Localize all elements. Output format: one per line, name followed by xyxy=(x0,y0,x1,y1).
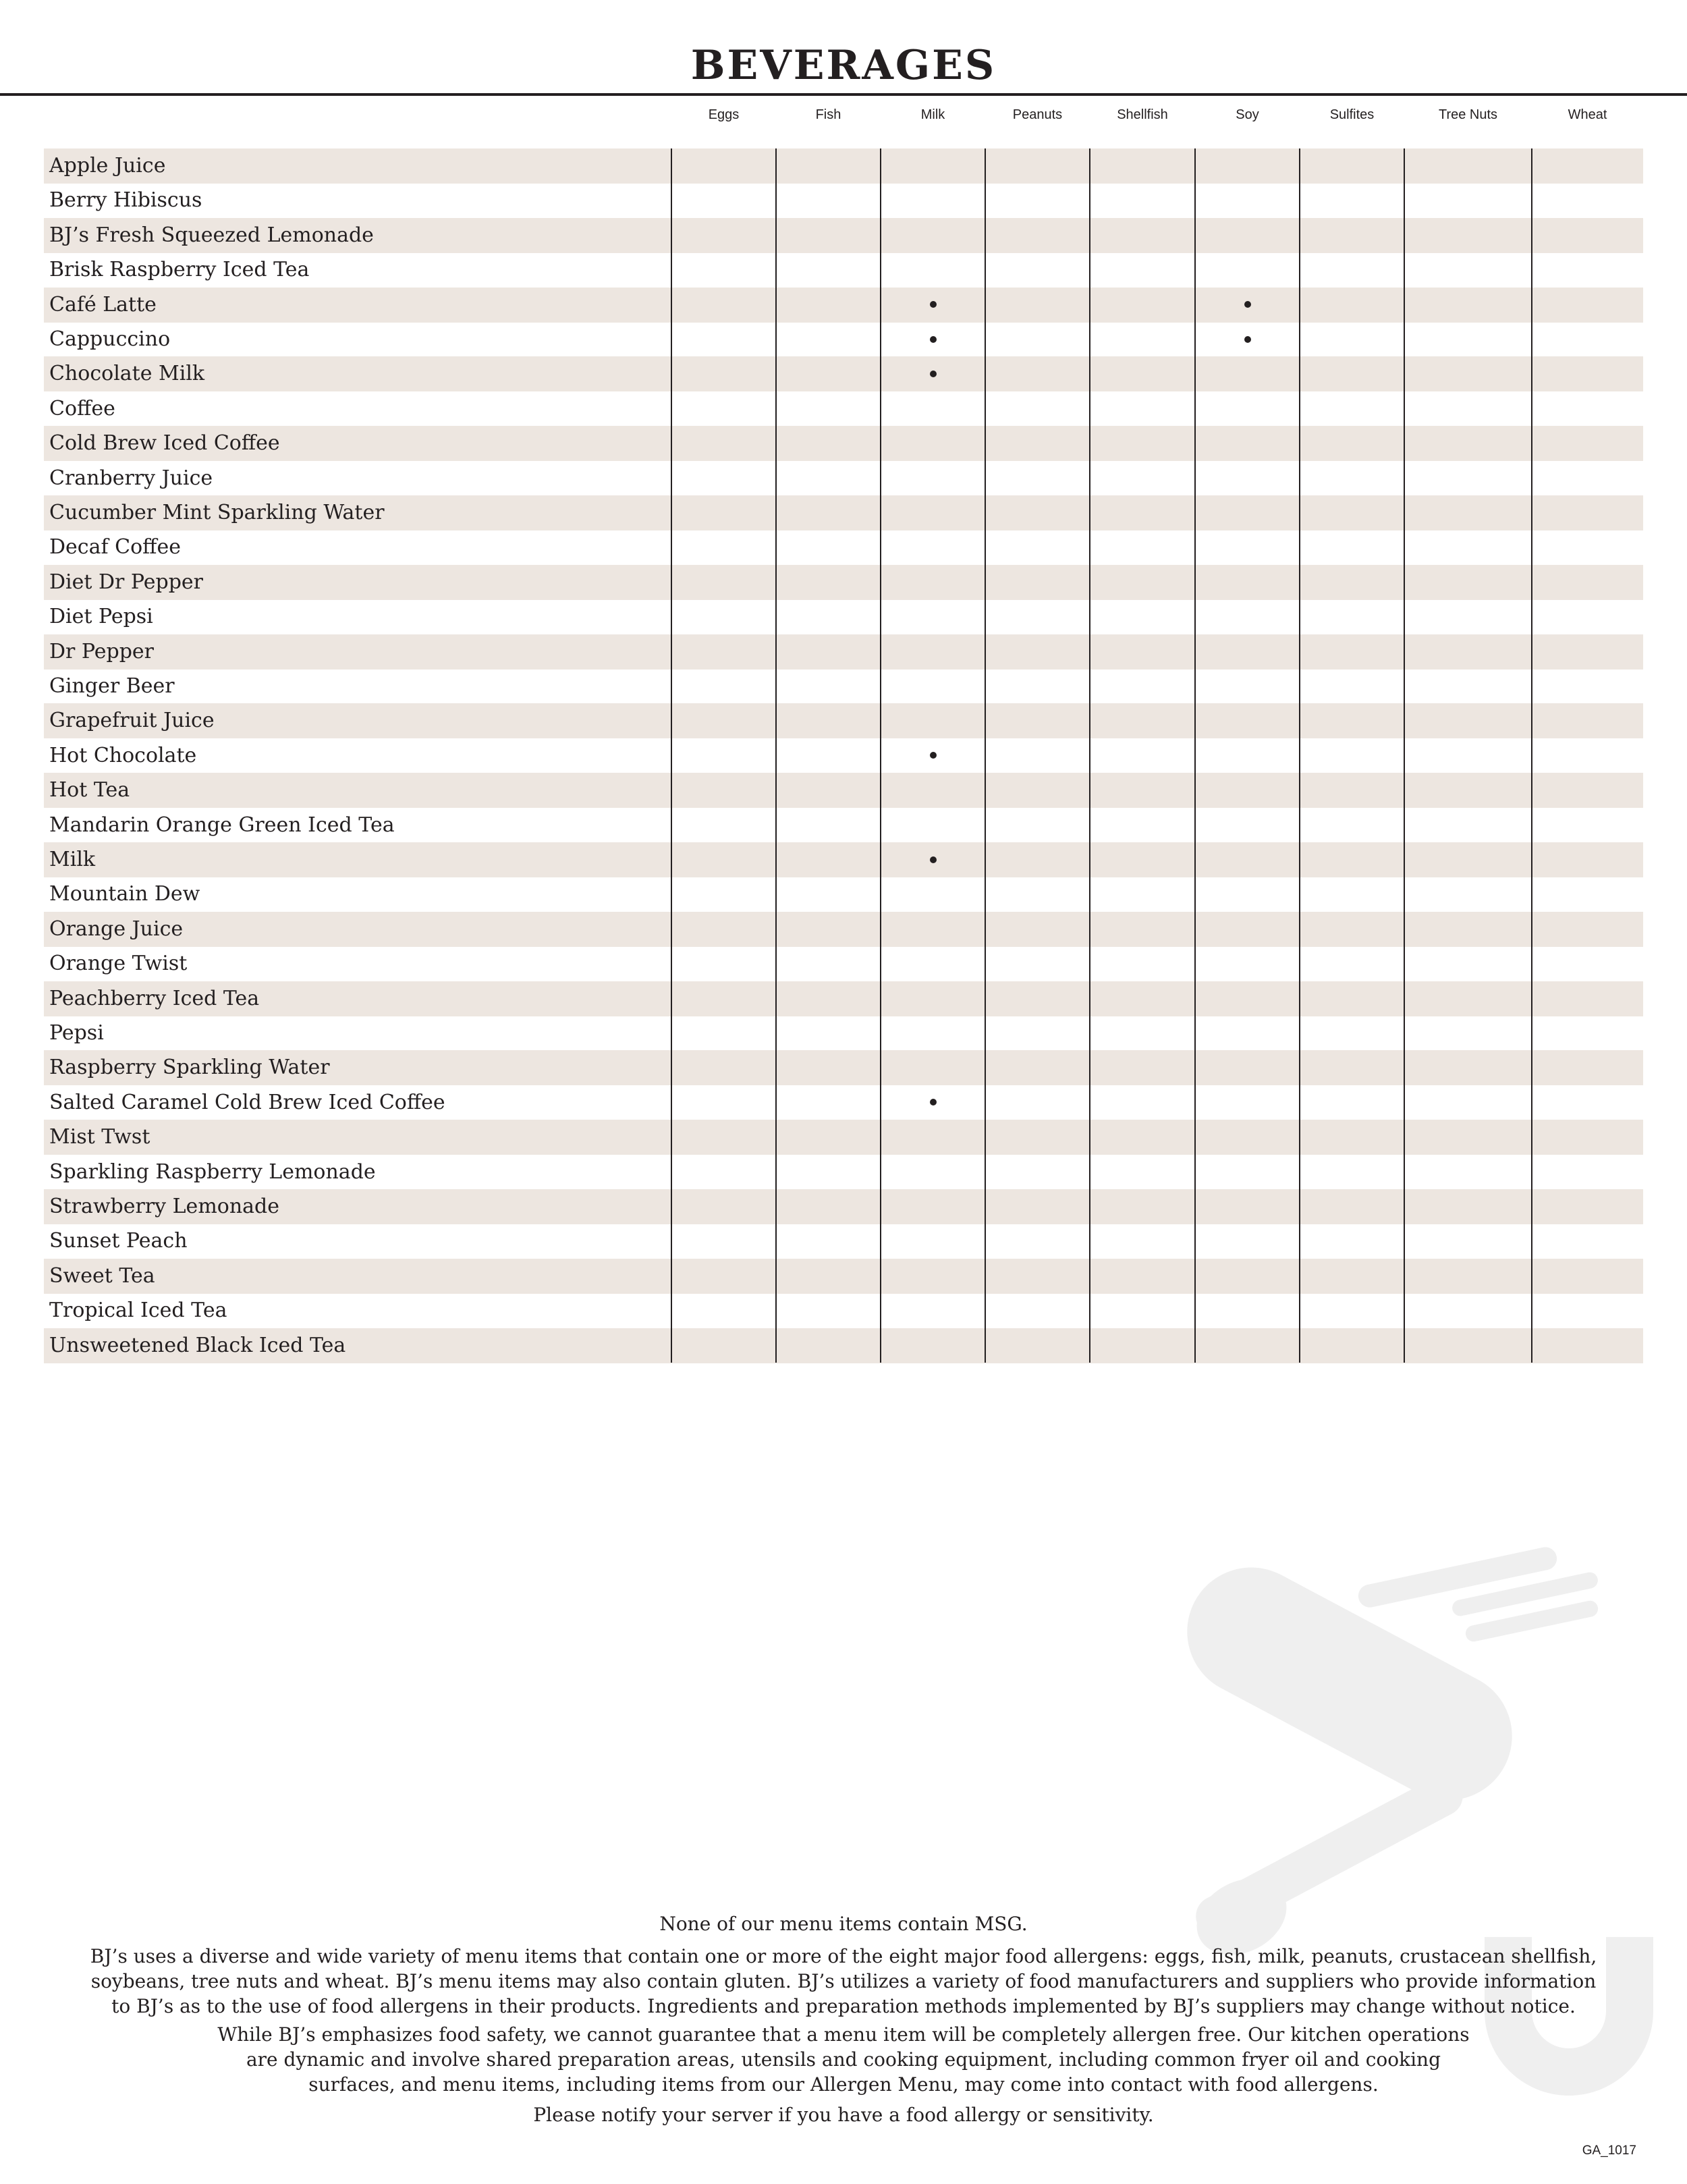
beverage-name: Unsweetened Black Iced Tea xyxy=(49,1333,346,1357)
beverage-name: Diet Pepsi xyxy=(49,605,153,629)
allergen-dot-milk xyxy=(930,336,937,343)
allergen-dot-soy xyxy=(1244,336,1251,343)
column-divider xyxy=(775,148,777,1363)
beverage-name: Cold Brew Iced Coffee xyxy=(49,431,280,456)
column-divider xyxy=(1194,148,1196,1363)
food-safety-disclaimer xyxy=(0,2022,1687,2097)
beverage-name: Orange Twist xyxy=(49,952,188,976)
column-header-soy: Soy xyxy=(1236,107,1259,122)
allergen-dot-milk xyxy=(930,371,937,377)
disclaimer-line: soybeans, tree nuts and wheat. BJ’s menu items may also contain gluten. BJ’s utilizes a variety of food manufacturers and suppliers who provide information xyxy=(90,1970,1597,1992)
beverage-name: Café Latte xyxy=(49,292,157,317)
beverage-name: Salted Caramel Cold Brew Iced Coffee xyxy=(49,1090,445,1114)
beverage-name: Orange Juice xyxy=(49,917,184,941)
title-rule xyxy=(0,93,1687,96)
page-title: BEVERAGES xyxy=(690,42,997,89)
beverage-name: Cappuccino xyxy=(49,327,171,351)
allergen-dot-soy xyxy=(1244,301,1251,308)
column-divider xyxy=(985,148,986,1363)
column-divider xyxy=(1531,148,1532,1363)
beverage-name: Sunset Peach xyxy=(49,1229,188,1253)
beverage-name: Peachberry Iced Tea xyxy=(49,986,260,1010)
beverage-name: Grapefruit Juice xyxy=(49,709,215,733)
column-header-fish: Fish xyxy=(815,107,841,122)
column-header-shellfish: Shellfish xyxy=(1117,107,1168,122)
beverage-name: Cucumber Mint Sparkling Water xyxy=(49,501,385,524)
column-divider xyxy=(671,148,672,1363)
column-divider xyxy=(1089,148,1090,1363)
beverage-name: Dr Pepper xyxy=(49,639,155,663)
beverage-name: Sparkling Raspberry Lemonade xyxy=(49,1159,376,1184)
document-code: GA_1017 xyxy=(1582,2144,1636,2158)
column-divider xyxy=(880,148,881,1363)
beverage-name: Decaf Coffee xyxy=(49,535,181,559)
beverage-name: Berry Hibiscus xyxy=(49,188,202,213)
beverage-name: Ginger Beer xyxy=(49,674,175,698)
beverage-name: Coffee xyxy=(49,396,115,420)
beverage-name: Mandarin Orange Green Iced Tea xyxy=(49,813,395,837)
allergen-dot-milk xyxy=(930,752,937,759)
beverage-name: Milk xyxy=(49,848,96,871)
disclaimer-line: to BJ’s as to the use of food allergens in their products. Ingredients and preparation methods implemented by BJ’s suppliers may change without notice. xyxy=(111,1995,1576,2017)
column-header-wheat: Wheat xyxy=(1568,107,1607,122)
beverage-name: Pepsi xyxy=(49,1021,104,1045)
beverage-name: Sweet Tea xyxy=(49,1263,155,1288)
beverage-name: Tropical Iced Tea xyxy=(49,1299,227,1323)
beverage-name: Hot Tea xyxy=(49,778,130,802)
beverage-name: Raspberry Sparkling Water xyxy=(49,1056,330,1080)
notify-server-note: Please notify your server if you have a food allergy or sensitivity. xyxy=(533,2104,1154,2126)
beverage-name: Strawberry Lemonade xyxy=(49,1195,279,1218)
beverage-name: Chocolate Milk xyxy=(49,362,205,386)
column-divider xyxy=(1299,148,1300,1363)
beverage-name: Mist Twst xyxy=(49,1125,150,1149)
msg-note: None of our menu items contain MSG. xyxy=(659,1913,1028,1935)
allergen-disclaimer xyxy=(0,1944,1687,2019)
allergen-dot-milk xyxy=(930,856,937,863)
beverage-name: Apple Juice xyxy=(49,154,166,178)
beverage-name: Cranberry Juice xyxy=(49,466,213,490)
disclaimer-line: are dynamic and involve shared preparation areas, utensils and cooking equipment, including common fryer oil and cooking xyxy=(246,2048,1441,2071)
column-header-peanuts: Peanuts xyxy=(1012,107,1063,122)
allergen-dot-milk xyxy=(930,301,937,308)
beverage-name: Mountain Dew xyxy=(49,882,200,906)
allergen-dot-milk xyxy=(930,1099,937,1105)
column-header-eggs: Eggs xyxy=(708,107,740,122)
disclaimer-line: BJ’s uses a diverse and wide variety of menu items that contain one or more of the eight major food allergens: eggs, fish, milk, peanuts, crustacean shellfish, xyxy=(90,1945,1597,1967)
column-header-milk: Milk xyxy=(920,107,945,122)
column-header-tree-nuts: Tree Nuts xyxy=(1438,107,1498,122)
disclaimer-line: surfaces, and menu items, including items from our Allergen Menu, may come into contact with food allergens. xyxy=(308,2073,1379,2096)
disclaimer-line: While BJ’s emphasizes food safety, we cannot guarantee that a menu item will be completely allergen free. Our kitchen operations xyxy=(217,2023,1470,2046)
beverage-name: Diet Dr Pepper xyxy=(49,570,204,594)
beverage-name: BJ’s Fresh Squeezed Lemonade xyxy=(49,223,374,247)
beverage-name: Hot Chocolate xyxy=(49,743,197,767)
column-divider xyxy=(1404,148,1405,1363)
beverage-name: Brisk Raspberry Iced Tea xyxy=(49,258,310,282)
column-header-sulfites: Sulfites xyxy=(1329,107,1375,122)
